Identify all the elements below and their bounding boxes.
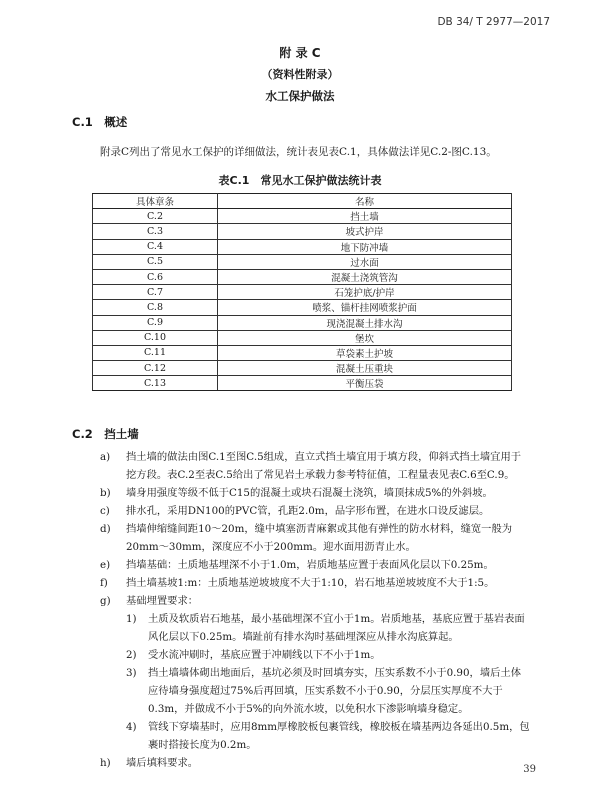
cell-name: 喷浆、锚杆挂网喷浆护面 — [218, 300, 512, 315]
table-row — [93, 330, 512, 345]
sub-list-item — [100, 664, 530, 718]
sub-item-text: 挡土墙墙体砌出地面后，基坑必须及时回填夯实，压实系数不小于0.90，墙后土体应待墙身强度超过75%后再回填，压实系数不小于0.90，分层压实厚度不大于0.3m，并做成不小于5%的向外流水坡，以免积水下渗影响墙身稳定。 — [148, 667, 522, 715]
table-row — [93, 285, 512, 300]
cell-clause: C.5 — [93, 254, 218, 269]
item-label: d) — [100, 523, 111, 535]
cell-clause: C.12 — [93, 361, 218, 376]
table-header-row — [93, 194, 512, 209]
item-text: 挡墙伸缩缝间距10～20m，缝中填塞沥青麻絮或其他有弹性的防水材料，缝宽一般为20mm～30mm，深度应不小于200mm。迎水面用沥青止水。 — [126, 523, 513, 553]
item-text: 基础埋置要求： — [126, 595, 199, 607]
cell-clause: C.2 — [93, 209, 218, 224]
item-label: b) — [100, 487, 111, 499]
cell-name: 混凝土浇筑管沟 — [218, 269, 512, 284]
table-row — [93, 361, 512, 376]
table-row — [93, 315, 512, 330]
cell-name: 堡坎 — [218, 330, 512, 345]
section-c2-list — [100, 448, 530, 772]
cell-name: 现浇混凝土排水沟 — [218, 315, 512, 330]
sub-list-item — [100, 718, 530, 754]
cell-clause: C.9 — [93, 315, 218, 330]
sub-item-label: 3) — [126, 667, 137, 679]
table-row — [93, 269, 512, 284]
item-text: 排水孔，采用DN100的PVC管，孔距2.0m，品字形布置，在进水口设反滤层。 — [126, 505, 490, 517]
sub-item-text: 土质及软质岩石地基，最小基础埋深不宜小于1m。岩质地基，基底应置于基岩表面风化层以下0.25m。墙趾前有排水沟时基础埋深应从排水沟底算起。 — [148, 613, 525, 643]
header-clause: 具体章条 — [93, 194, 218, 209]
list-item — [100, 556, 530, 574]
cell-clause: C.11 — [93, 345, 218, 360]
list-item — [100, 502, 530, 520]
sub-list-item — [100, 646, 530, 664]
cell-name: 混凝土压重块 — [218, 361, 512, 376]
table-row — [93, 209, 512, 224]
cell-clause: C.10 — [93, 330, 218, 345]
list-item — [100, 520, 530, 556]
cell-name: 挡土墙 — [218, 209, 512, 224]
cell-name: 坡式护岸 — [218, 224, 512, 239]
cell-clause: C.13 — [93, 376, 218, 391]
water-protection-table — [92, 193, 512, 391]
table-row — [93, 300, 512, 315]
sub-item-label: 2) — [126, 649, 137, 661]
appendix-name: 水工保护做法 — [265, 89, 335, 103]
appendix-subtitle: （资料性附录） — [261, 68, 339, 81]
list-item — [100, 754, 530, 772]
cell-clause: C.4 — [93, 239, 218, 254]
sub-item-label: 4) — [126, 721, 137, 733]
item-label: e) — [100, 559, 111, 571]
item-label: f) — [100, 577, 108, 589]
cell-name: 平衡压袋 — [218, 376, 512, 391]
cell-name: 草袋素土护坡 — [218, 345, 512, 360]
item-text: 挡墙基础：土质地基埋深不小于1.0m，岩质地基应置于表面风化层以下0.25m。 — [126, 559, 494, 571]
cell-name: 地下防冲墙 — [218, 239, 512, 254]
item-label: g) — [100, 595, 111, 607]
list-item — [100, 448, 530, 484]
sub-item-label: 1) — [126, 613, 137, 625]
list-item — [100, 592, 530, 610]
table-row — [93, 239, 512, 254]
page-number: 39 — [523, 764, 536, 775]
section-c2-heading: C.2 挡土墙 — [72, 427, 139, 441]
cell-clause: C.3 — [93, 224, 218, 239]
item-text: 墙后填料要求。 — [126, 757, 199, 769]
list-item — [100, 574, 530, 592]
item-text: 挡土墙基坡1:m：土质地基逆坡坡度不大于1:10，岩石地基逆坡坡度不大于1:5。 — [126, 577, 495, 589]
table-row — [93, 376, 512, 391]
section-c1-heading: C.1 概述 — [72, 115, 128, 129]
cell-clause: C.8 — [93, 300, 218, 315]
table-row — [93, 345, 512, 360]
section-c1-intro: 附录C列出了常见水工保护的详细做法，统计表见表C.1，具体做法详见C.2-图C.13。 — [100, 146, 497, 158]
item-label: a) — [100, 451, 111, 463]
sub-list-item — [100, 610, 530, 646]
appendix-title: 附 录 C — [279, 46, 321, 60]
item-text: 墙身用强度等级不低于C15的混凝土或块石混凝土浇筑，墙顶抹成5%的外斜坡。 — [126, 487, 493, 499]
standard-code: DB 34/ T 2977—2017 — [437, 16, 550, 28]
table-row — [93, 224, 512, 239]
item-text: 挡土墙的做法由图C.1至图C.5组成，直立式挡土墙宜用于填方段，仰斜式挡土墙宜用于挖方段。表C.2至表C.5给出了常见岩土承载力参考特征值，工程量表见表C.6至C.9。 — [126, 451, 522, 481]
list-item — [100, 484, 530, 502]
item-label: h) — [100, 757, 111, 769]
table-caption: 表C.1 常见水工保护做法统计表 — [218, 174, 382, 187]
item-label: c) — [100, 505, 110, 517]
cell-clause: C.6 — [93, 269, 218, 284]
table-row — [93, 254, 512, 269]
sub-item-text: 受水流冲刷时，基底应置于冲刷线以下不小于1m。 — [148, 649, 381, 661]
sub-item-text: 管线下穿墙基时，应用8mm厚橡胶板包裹管线，橡胶板在墙基两边各延出0.5m，包裹时搭接长度为0.2m。 — [148, 721, 530, 751]
header-name: 名称 — [218, 194, 512, 209]
cell-name: 石笼护底/护岸 — [218, 285, 512, 300]
cell-clause: C.7 — [93, 285, 218, 300]
cell-name: 过水面 — [218, 254, 512, 269]
